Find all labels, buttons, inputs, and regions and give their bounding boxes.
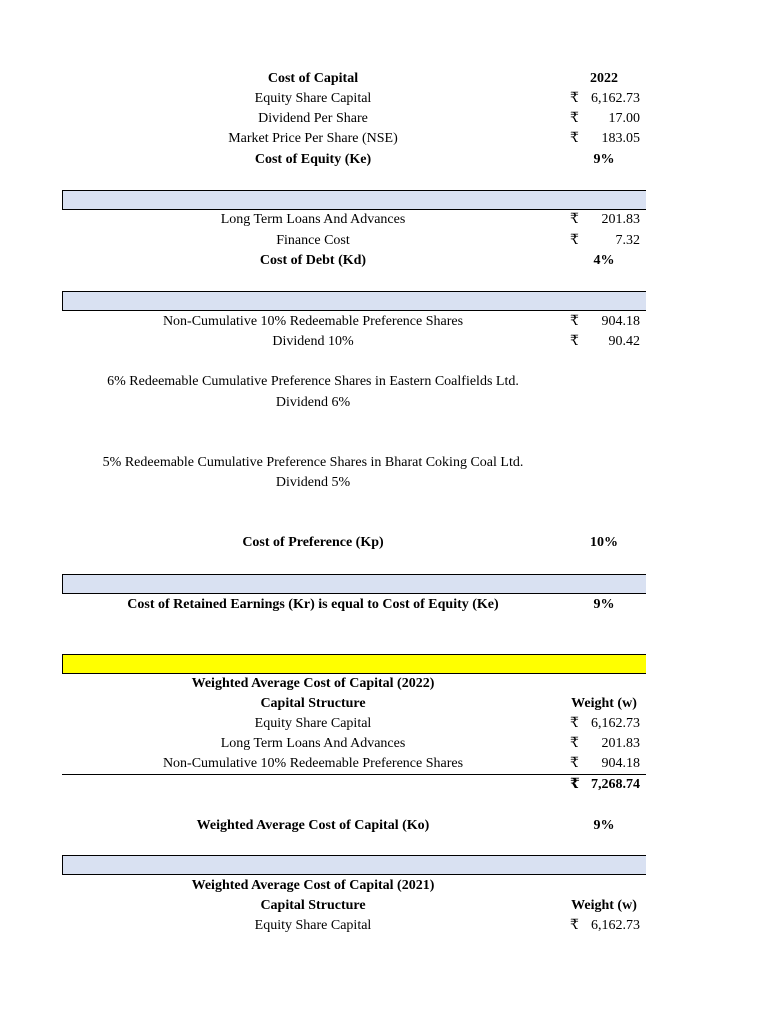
row-value: 183.05	[601, 131, 640, 146]
rupee-icon: ₹	[570, 918, 579, 933]
noncum-preference-row	[0, 312, 768, 332]
bccl-preference-row	[0, 453, 768, 473]
row-label: Cost of Equity (Ke)	[254, 152, 372, 167]
row-value: 904.18	[601, 314, 640, 329]
wacc-ko-row	[0, 816, 768, 836]
wacc-2022-title: Weighted Average Cost of Capital (2022)	[191, 676, 435, 691]
row-label: 6% Redeemable Cumulative Preference Shares in Eastern Coalfields Ltd.	[107, 374, 519, 389]
row-label: Equity Share Capital	[254, 918, 372, 933]
rupee-icon: ₹	[570, 334, 579, 349]
row-label: Finance Cost	[276, 233, 350, 248]
wacc-2022-row	[0, 734, 768, 754]
retained-earnings-row	[0, 595, 768, 615]
rupee-icon: ₹	[570, 756, 579, 771]
row-label: Dividend 5%	[275, 475, 351, 490]
rupee-icon: ₹	[570, 233, 579, 248]
row-value: 9%	[593, 818, 615, 833]
cost-of-capital-header-row	[0, 69, 768, 89]
row-value: 201.83	[601, 212, 640, 227]
dividend-per-share-row	[0, 109, 768, 129]
wacc-2021-title-row	[0, 876, 768, 896]
row-label: 5% Redeemable Cumulative Preference Shares in Bharat Coking Coal Ltd.	[102, 455, 524, 470]
rupee-icon: ₹	[570, 736, 579, 751]
section-divider-band	[62, 855, 646, 875]
rupee-icon: ₹	[570, 111, 579, 126]
row-value: 904.18	[601, 756, 640, 771]
row-label: Non-Cumulative 10% Redeemable Preference Shares	[162, 314, 464, 329]
row-value: 9%	[593, 597, 615, 612]
row-value: 6,162.73	[591, 716, 640, 731]
ecl-preference-row	[0, 372, 768, 392]
market-price-row	[0, 129, 768, 149]
row-label: Dividend 10%	[272, 334, 354, 349]
row-label: Equity Share Capital	[254, 91, 372, 106]
wacc-2021-row	[0, 916, 768, 936]
row-value: 17.00	[608, 111, 640, 126]
wacc-2022-row	[0, 714, 768, 734]
weight-header: Weight (w)	[571, 696, 637, 711]
capital-structure-header: Capital Structure	[260, 696, 366, 711]
row-label: Long Term Loans And Advances	[220, 212, 406, 227]
weight-header: Weight (w)	[571, 898, 637, 913]
section-divider-band	[62, 291, 646, 311]
cost-of-debt-row	[0, 251, 768, 271]
dividend-10-row	[0, 332, 768, 352]
row-value: 10%	[590, 535, 618, 550]
wacc-2022-title-row	[0, 674, 768, 694]
row-label: Equity Share Capital	[254, 716, 372, 731]
cost-of-preference-row	[0, 533, 768, 553]
rupee-icon: ₹	[570, 716, 579, 731]
year-header: 2022	[590, 71, 618, 86]
row-label: Cost of Debt (Kd)	[259, 253, 367, 268]
section-divider-band	[62, 574, 646, 594]
rupee-icon: ₹	[570, 777, 580, 792]
row-label: Weighted Average Cost of Capital (Ko)	[196, 818, 430, 833]
row-value: 9%	[593, 152, 615, 167]
row-label: Dividend Per Share	[258, 111, 368, 126]
row-label: Dividend 6%	[275, 395, 351, 410]
row-value: 4%	[593, 253, 615, 268]
row-value: 201.83	[601, 736, 640, 751]
row-value: 7.32	[615, 233, 640, 248]
dividend-6-row	[0, 393, 768, 413]
rupee-icon: ₹	[570, 131, 579, 146]
row-value: 6,162.73	[591, 91, 640, 106]
wacc-2021-title: Weighted Average Cost of Capital (2021)	[191, 878, 435, 893]
capital-structure-header: Capital Structure	[260, 898, 366, 913]
rupee-icon: ₹	[570, 212, 579, 227]
section-divider-band	[62, 190, 646, 210]
row-value: 90.42	[608, 334, 640, 349]
wacc-2022-row	[0, 754, 768, 774]
row-value: 6,162.73	[591, 918, 640, 933]
wacc-highlight-band	[62, 654, 646, 674]
row-label: Cost of Retained Earnings (Kr) is equal to Cost of Equity (Ke)	[127, 597, 499, 612]
dividend-5-row	[0, 473, 768, 493]
wacc-2022-total-row	[0, 775, 768, 795]
cost-of-equity-row	[0, 150, 768, 170]
row-label: Long Term Loans And Advances	[220, 736, 406, 751]
row-label: Market Price Per Share (NSE)	[228, 131, 398, 146]
wacc-2022-header-row	[0, 694, 768, 714]
finance-cost-row	[0, 231, 768, 251]
total-value: 7,268.74	[591, 777, 640, 792]
row-label: Cost of Preference (Kp)	[242, 535, 384, 550]
cost-of-capital-title: Cost of Capital	[267, 71, 359, 86]
wacc-2021-header-row	[0, 896, 768, 916]
long-term-loans-row	[0, 210, 768, 230]
row-label: Non-Cumulative 10% Redeemable Preference Shares	[162, 756, 464, 771]
rupee-icon: ₹	[570, 91, 579, 106]
equity-share-capital-row	[0, 89, 768, 109]
rupee-icon: ₹	[570, 314, 579, 329]
